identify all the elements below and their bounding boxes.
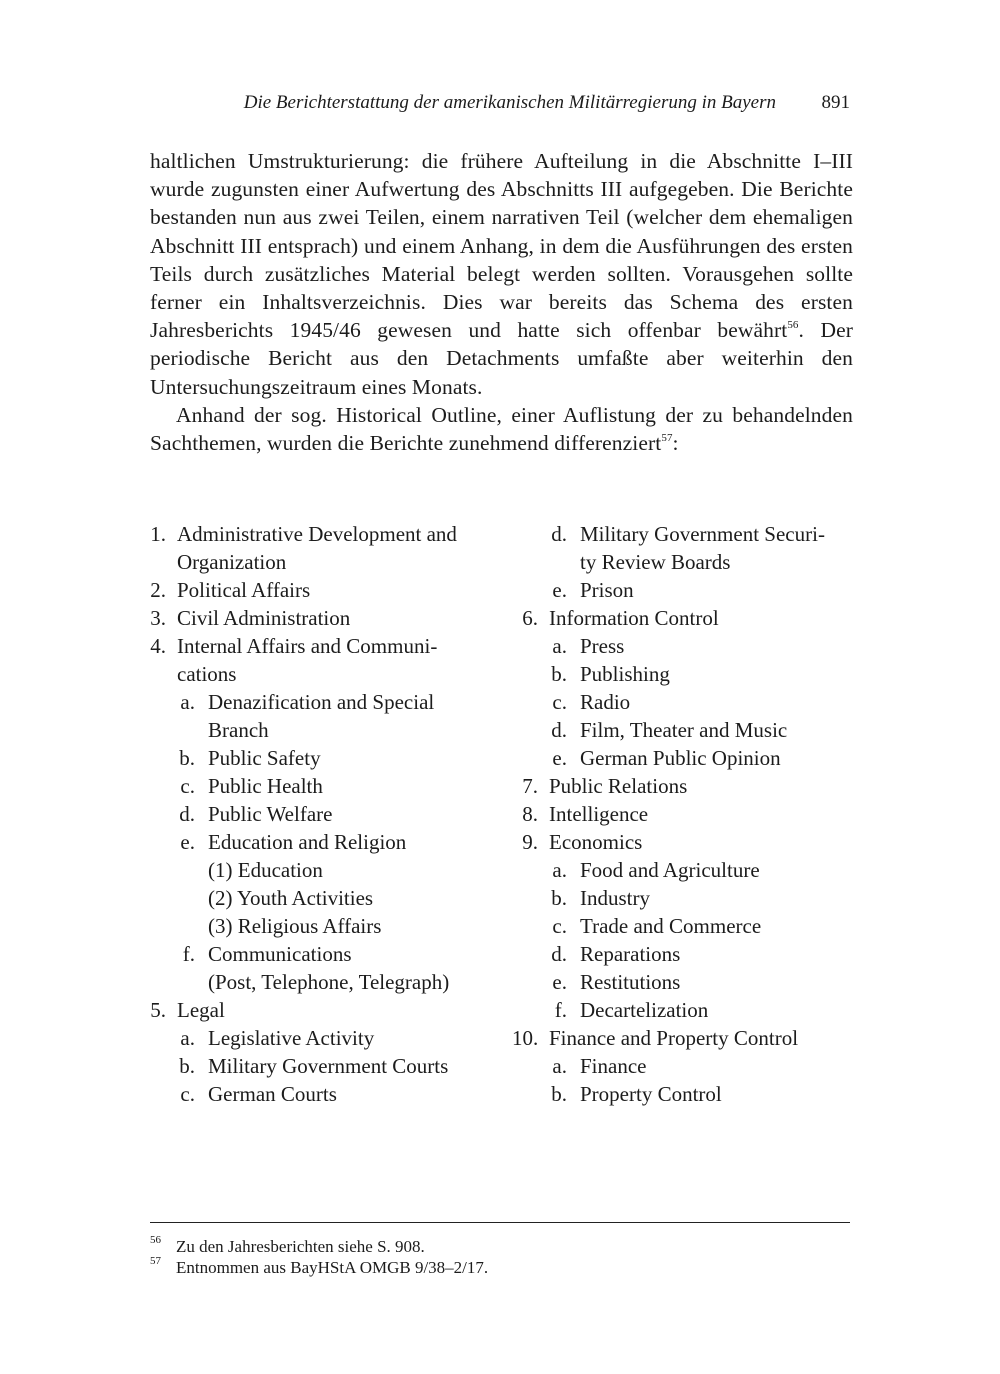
paragraph-2 [150, 401, 853, 457]
outline-item-continuation: (Post, Telephone, Telegraph) [208, 970, 450, 994]
outline-item-text: Political Affairs [177, 578, 311, 602]
outline-item-text: Property Control [580, 1082, 722, 1106]
outline-item-number: d. [551, 718, 567, 742]
outline-item-number: c. [180, 1082, 195, 1106]
outline-item-number: a. [552, 634, 567, 658]
outline-item [512, 716, 862, 744]
outline-item [140, 632, 505, 688]
outline-item-label [177, 520, 505, 576]
outline-item-label [208, 856, 505, 884]
outline-item-label [549, 800, 862, 828]
outline-item [512, 1052, 862, 1080]
outline-item-text: Public Health [208, 774, 323, 798]
outline-item-label [208, 1024, 505, 1052]
outline-item-label [208, 772, 505, 800]
outline-item [512, 968, 862, 996]
outline-item-number: 6. [522, 606, 538, 630]
outline-item-number: 10. [512, 1026, 539, 1050]
outline-item-label [580, 1052, 862, 1080]
outline-item-label [208, 828, 505, 856]
paragraph-1 [150, 147, 853, 401]
outline-item-text: Prison [580, 578, 634, 602]
outline-item-number: 5. [150, 998, 166, 1022]
outline-item-text: Legal [177, 998, 225, 1022]
outline-item-text: Public Welfare [208, 802, 333, 826]
outline-item [512, 520, 862, 576]
footnote-rule [150, 1222, 850, 1223]
outline-item [140, 1024, 505, 1052]
outline-item-label [549, 772, 862, 800]
outline-item-number: a. [180, 1026, 195, 1050]
outline-item-label [208, 940, 505, 996]
outline-item-text: German Public Opinion [580, 746, 781, 770]
footnotes [150, 1236, 850, 1278]
footnote-text: Zu den Jahresberichten siehe S. 908. [176, 1237, 425, 1256]
outline-item-number: d. [551, 522, 567, 546]
outline-item-number: c. [552, 914, 567, 938]
outline-item-text: Reparations [580, 942, 681, 966]
outline-item [140, 520, 505, 576]
outline-item [512, 772, 862, 800]
outline-item [512, 856, 862, 884]
footnote-text: Entnommen aus BayHStA OMGB 9/38–2/17. [176, 1258, 489, 1277]
outline-item-text: Administrative Development and [177, 522, 457, 546]
outline-item-continuation: Organization [177, 550, 287, 574]
outline-item-text: Denazification and Special [208, 690, 435, 714]
outline-item-text: Restitutions [580, 970, 681, 994]
outline-item [140, 1052, 505, 1080]
outline-item-label [208, 884, 505, 912]
footnote-ref-56[interactable]: 56 [787, 319, 799, 332]
outline-item-number: 7. [522, 774, 538, 798]
outline-item-text: Trade and Commerce [580, 914, 762, 938]
outline-item-number: b. [551, 1082, 567, 1106]
outline-item-text: Radio [580, 690, 631, 714]
outline-item-text: Decartelization [580, 998, 709, 1022]
running-title: Die Berichterstattung der amerikanischen Militärregierung in Bayern [243, 92, 776, 113]
outline-item-text: Press [580, 634, 625, 658]
outline-item-label [580, 632, 862, 660]
outline-item-number: a. [180, 690, 195, 714]
outline-right-column [512, 520, 862, 1108]
outline-item-text: Information Control [549, 606, 719, 630]
outline-item-number: c. [180, 774, 195, 798]
outline-item-number: b. [551, 662, 567, 686]
outline-item-label [580, 716, 862, 744]
outline-item-label [580, 520, 862, 576]
footnote-ref-57[interactable]: 57 [661, 432, 673, 445]
outline-item-label [549, 828, 862, 856]
outline-item-number: f. [182, 942, 195, 966]
outline-item-text: Military Government Courts [208, 1054, 449, 1078]
outline-item [512, 744, 862, 772]
outline-item-label [580, 996, 862, 1024]
outline-item-number: d. [179, 802, 195, 826]
outline-item-text: Industry [580, 886, 650, 910]
body-text [150, 147, 853, 457]
outline-item [140, 828, 505, 856]
outline-item [140, 884, 505, 912]
outline-item [140, 688, 505, 744]
outline-item [512, 884, 862, 912]
outline-item-continuation: Branch [208, 718, 269, 742]
outline-item-number: e. [552, 746, 567, 770]
outline-item-label [177, 604, 505, 632]
footnote [150, 1257, 850, 1278]
outline-item-label [549, 604, 862, 632]
outline-item-number: e. [552, 578, 567, 602]
outline-item [140, 772, 505, 800]
outline-item-label [580, 576, 862, 604]
outline-item [512, 1024, 862, 1052]
paragraph-2-end: : [672, 431, 679, 456]
outline-item [140, 576, 505, 604]
outline-item-text: Intelligence [549, 802, 649, 826]
outline-item-text: Food and Agriculture [580, 858, 760, 882]
outline-item-number: 8. [522, 802, 538, 826]
footnote-number: 57 [150, 1255, 161, 1267]
outline-item-number: e. [180, 830, 195, 854]
outline-item-number: d. [551, 942, 567, 966]
footnote-mark [150, 1257, 176, 1278]
outline-item [140, 1080, 505, 1108]
outline-item-text: Legislative Activity [208, 1026, 375, 1050]
outline-item-number: c. [552, 690, 567, 714]
outline-item-number: 4. [150, 634, 166, 658]
outline-item-text: Publishing [580, 662, 670, 686]
outline-item-label [177, 996, 505, 1024]
outline-item [140, 912, 505, 940]
outline-item-text: Civil Administration [177, 606, 351, 630]
outline-item [512, 576, 862, 604]
outline-item-label [208, 744, 505, 772]
outline-item-label [580, 744, 862, 772]
outline-item [512, 1080, 862, 1108]
footnote-mark [150, 1236, 176, 1257]
outline-item-label [549, 1024, 862, 1052]
footnote [150, 1236, 850, 1257]
outline-item-text: Finance [580, 1054, 647, 1078]
outline-item [512, 604, 862, 632]
outline-item-text: German Courts [208, 1082, 337, 1106]
outline-item-number: 9. [522, 830, 538, 854]
outline-item-number: b. [179, 746, 195, 770]
outline-item-continuation: ty Review Boards [580, 550, 731, 574]
outline-item-number: a. [552, 1054, 567, 1078]
outline-item-label [580, 968, 862, 996]
outline-item-number: b. [179, 1054, 195, 1078]
outline-item-number: a. [552, 858, 567, 882]
outline-item-label [208, 1080, 505, 1108]
outline-item-label [580, 660, 862, 688]
outline-item-text: Public Safety [208, 746, 321, 770]
outline-item-text: (1) Education [208, 858, 323, 882]
outline-item-text: Internal Affairs and Communi- [177, 634, 438, 658]
outline-item [140, 940, 505, 996]
outline-item-label [208, 688, 505, 744]
outline-item-label [208, 1052, 505, 1080]
outline-item-label [580, 688, 862, 716]
outline-item [512, 632, 862, 660]
outline-item-text: Military Government Securi- [580, 522, 825, 546]
outline-item [512, 688, 862, 716]
outline-item [140, 800, 505, 828]
outline-item-label [177, 576, 505, 604]
outline-item [140, 856, 505, 884]
outline-item [140, 604, 505, 632]
outline-left-column [140, 520, 505, 1108]
outline-item-text: Film, Theater and Music [580, 718, 788, 742]
outline-item-continuation: cations [177, 662, 237, 686]
outline-item [512, 996, 862, 1024]
footnote-number: 56 [150, 1234, 161, 1246]
outline-item-text: Economics [549, 830, 643, 854]
outline-item-text: Public Relations [549, 774, 688, 798]
outline-item-number: f. [554, 998, 567, 1022]
paragraph-1-continued: . Der periodische Bericht aus den Detachments umfaßte aber weiterhin den Untersuchungszeitraum eines Monats. [150, 318, 853, 399]
outline-item-number: 3. [150, 606, 166, 630]
outline-item-text: Communications [208, 942, 352, 966]
outline-item-label [208, 912, 505, 940]
outline-item [512, 800, 862, 828]
outline-item-label [177, 632, 505, 688]
outline-item-text: (3) Religious Affairs [208, 914, 382, 938]
outline-item [512, 940, 862, 968]
outline-item-label [580, 940, 862, 968]
outline-item-label [580, 1080, 862, 1108]
outline-item-label [580, 884, 862, 912]
outline-item [512, 912, 862, 940]
paragraph-1-text: haltlichen Umstrukturierung: die frühere Aufteilung in die Abschnitte I–III wurde zugunsten einer Aufwertung des Abschnitts III aufgegeben. Die Berichte bestanden nun aus zwei Teilen, einem narrativen Teil (welcher dem ehemaligen Abschnitt III entsprach) und einem Anhang, in dem die Ausführungen des ersten Teils durch zusätzliches Material belegt werden sollten. Vorausgehen sollte ferner ein Inhaltsverzeichnis. Dies war bereits das Schema des ersten Jahresberichts 1945/46 gewesen und hatte sich offenbar bewährt [150, 149, 853, 343]
running-header [150, 92, 850, 122]
page-number: 891 [821, 92, 850, 113]
outline-item [512, 660, 862, 688]
outline-item-number: b. [551, 886, 567, 910]
outline-item-label [580, 912, 862, 940]
outline-item [140, 744, 505, 772]
outline-item [512, 828, 862, 856]
outline-item-number: 2. [150, 578, 166, 602]
outline-item [140, 996, 505, 1024]
paragraph-2-text: Anhand der sog. Historical Outline, einer Auflistung der zu behandelnden Sachthemen, wurden die Berichte zunehmend differenziert [150, 402, 853, 456]
outline-item-label [208, 800, 505, 828]
outline-item-text: Education and Religion [208, 830, 407, 854]
outline-item-number: e. [552, 970, 567, 994]
outline-item-label [580, 856, 862, 884]
outline-item-number: 1. [150, 522, 166, 546]
outline-item-text: (2) Youth Activities [208, 886, 374, 910]
outline-item-text: Finance and Property Control [549, 1026, 799, 1050]
